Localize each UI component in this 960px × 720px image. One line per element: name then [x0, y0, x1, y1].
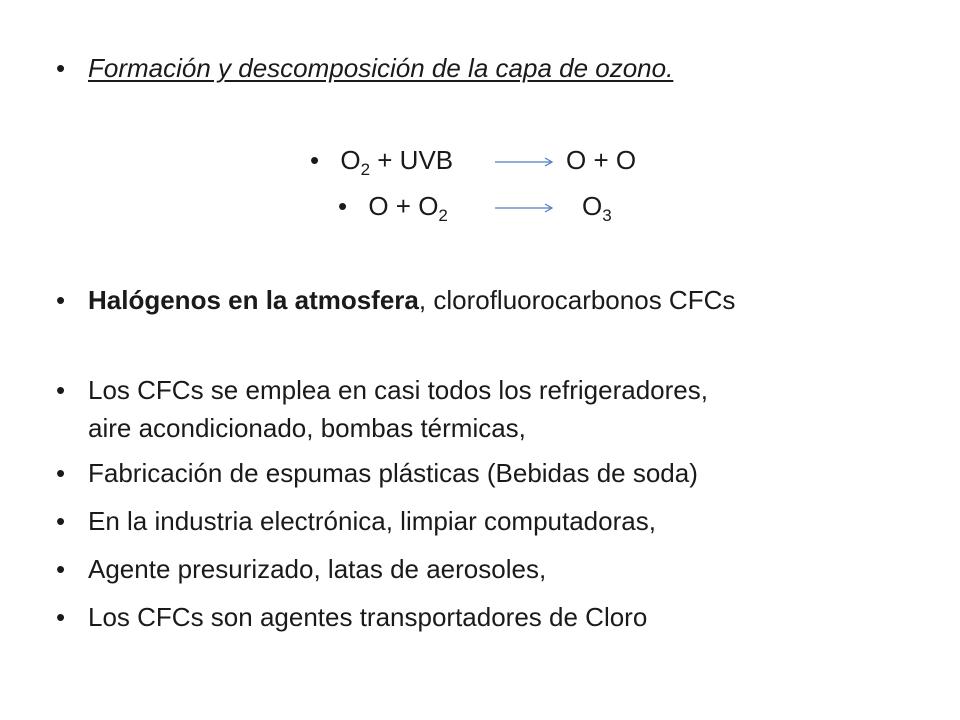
- reaction-arrow-icon: [495, 156, 555, 168]
- halogens-rest: , clorofluorocarbonos CFCs: [418, 285, 736, 315]
- uses-line-1: Los CFCs se emplea en casi todos los refrigeradores,: [88, 375, 708, 405]
- list-item-text: En la industria electrónica, limpiar computadoras,: [88, 506, 656, 536]
- uses-line-2: aire acondicionado, bombas térmicas,: [88, 413, 526, 443]
- equation-2-products: $O_3$: [582, 191, 612, 225]
- list-item-text: Los CFCs son agentes transportadores de Cloro: [88, 602, 648, 632]
- bullet-icon: •: [56, 602, 66, 632]
- equation-2: [338, 190, 448, 225]
- list-item-text: Agente presurizado, latas de aerosoles,: [88, 554, 547, 584]
- reaction-arrow-icon: [495, 202, 555, 214]
- bullet-icon: •: [56, 53, 66, 83]
- equation-1-reactants: $O_2$ + UVB: [340, 145, 454, 179]
- equation-2-reactants: $O + O_2$: [368, 191, 448, 225]
- bullet-icon: •: [56, 375, 66, 405]
- list-item-text: Fabricación de espumas plásticas (Bebidas de soda): [88, 458, 698, 488]
- equation-1-products: O + O: [566, 145, 637, 175]
- bullet-icon: •: [338, 191, 348, 221]
- bullet-icon: •: [56, 554, 66, 584]
- bullet-icon: •: [56, 506, 66, 536]
- bullet-icon: •: [56, 285, 66, 315]
- bullet-icon: •: [310, 145, 320, 175]
- halogens-text: [88, 284, 735, 316]
- halogens-heading: Halógenos en la atmosfera: [88, 285, 419, 315]
- slide-title: Formación y descomposición de la capa de ozono.: [88, 53, 674, 83]
- bullet-icon: •: [56, 458, 66, 488]
- equation-1: [310, 144, 454, 179]
